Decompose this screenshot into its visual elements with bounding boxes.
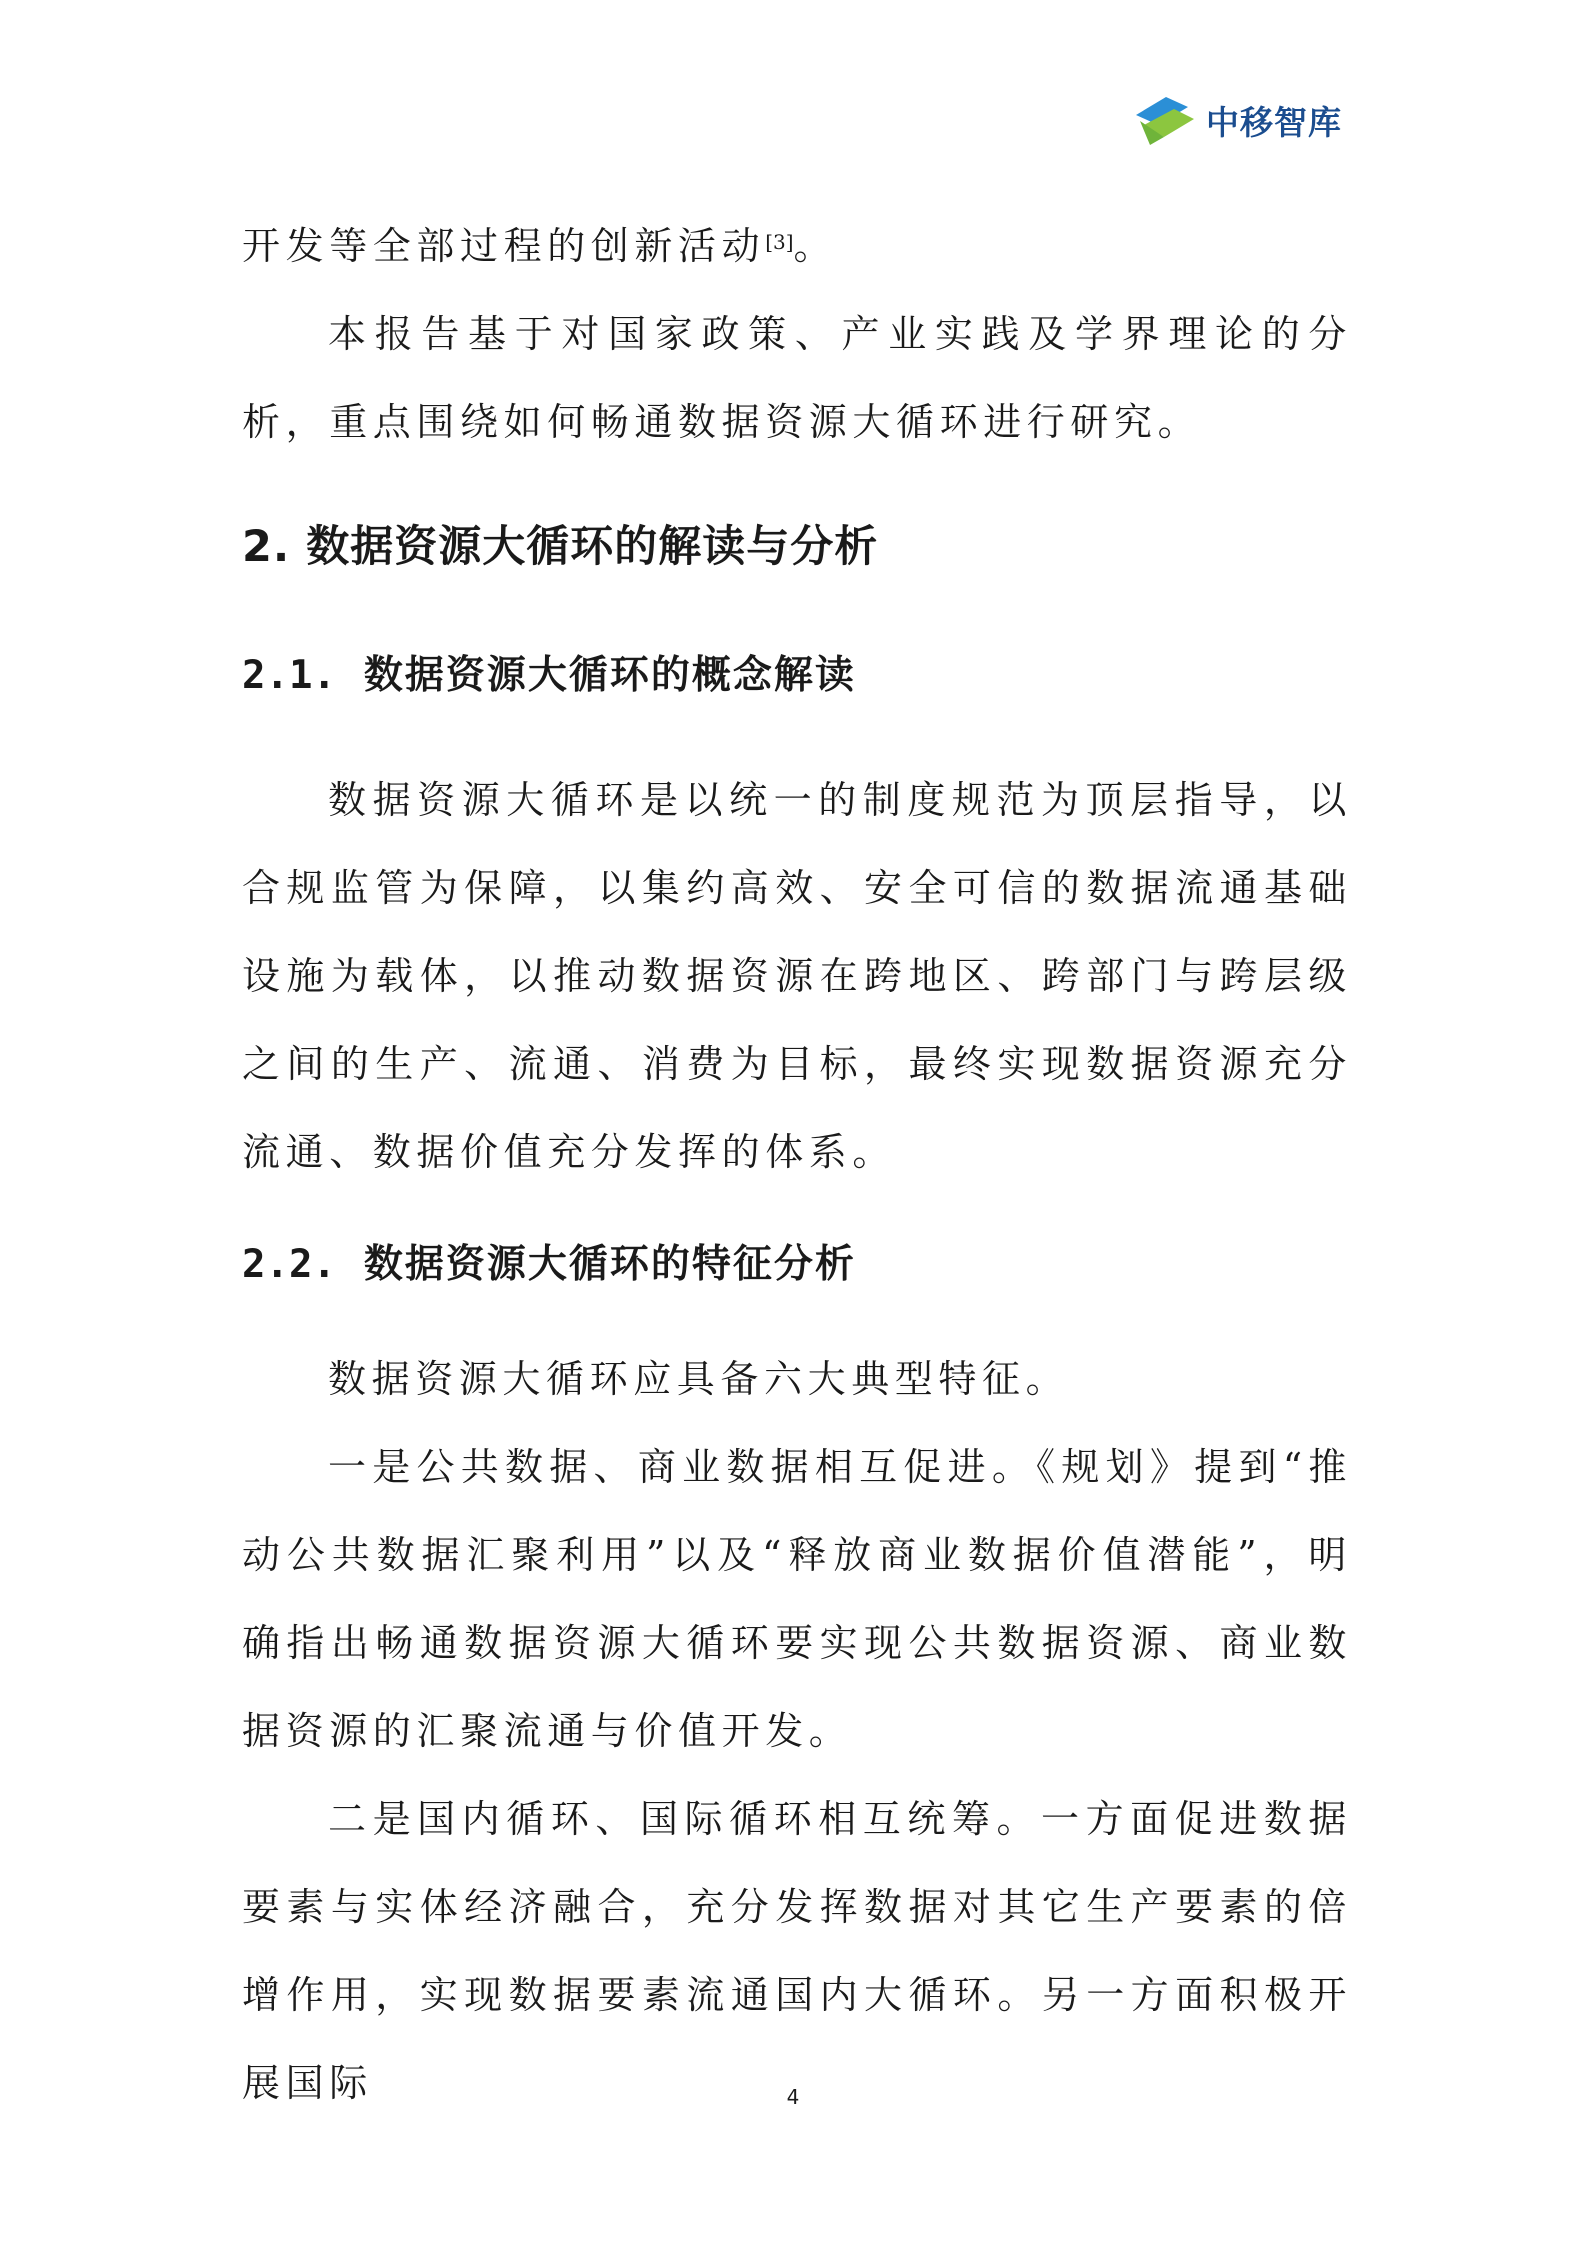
subsection-number: 2.2.: [242, 1242, 336, 1287]
subsection-title: 数据资源大循环的特征分析: [363, 1242, 856, 1287]
section-heading: 2. 数据资源大循环的解读与分析: [242, 522, 879, 572]
logo-mark-icon: [1130, 85, 1200, 155]
citation-ref[interactable]: [3]: [765, 230, 794, 254]
header-logo: [1130, 82, 1360, 158]
paragraph-concept: 数据资源大循环是以统一的制度规范为顶层指导，以合规监管为保障，以集约高效、安全可信的数据流通基础设施为载体，以推动数据资源在跨地区、跨部门与跨层级之间的生产、流通、消费为目标，最终实现数据资源充分流通、数据价值充分发挥的体系。: [242, 778, 1352, 1174]
page-number: 4: [786, 2085, 800, 2109]
subsection-number: 2.1.: [242, 653, 336, 698]
subsection-title: 数据资源大循环的概念解读: [363, 653, 856, 698]
paragraph-end: 。: [793, 224, 838, 268]
paragraph-text: 开发等全部过程的创新活动: [242, 224, 766, 268]
paragraph-features-intro: 数据资源大循环应具备六大典型特征。: [328, 1357, 1070, 1401]
logo-text: 中移智库: [1206, 102, 1342, 142]
paragraph-feature-two: 二是国内循环、国际循环相互统筹。一方面促进数据要素与实体经济融合，充分发挥数据对其它生产要素的倍增作用，实现数据要素流通国内大循环。另一方面积极开展国际: [242, 1797, 1352, 2105]
paragraph-continued: [242, 202, 1352, 290]
subsection-heading-2-2: [242, 1235, 1352, 1295]
paragraph-feature-one: 一是公共数据、商业数据相互促进。《规划》提到“推动公共数据汇聚利用”以及“释放商业数据价值潜能”，明确指出畅通数据资源大循环要实现公共数据资源、商业数据资源的汇聚流通与价值开发。: [242, 1445, 1352, 1753]
paragraph-report-basis: 本报告基于对国家政策、产业实践及学界理论的分析，重点围绕如何畅通数据资源大循环进行研究。: [242, 312, 1352, 444]
main-content: [242, 202, 1352, 2127]
subsection-heading-2-1: [242, 646, 1352, 706]
